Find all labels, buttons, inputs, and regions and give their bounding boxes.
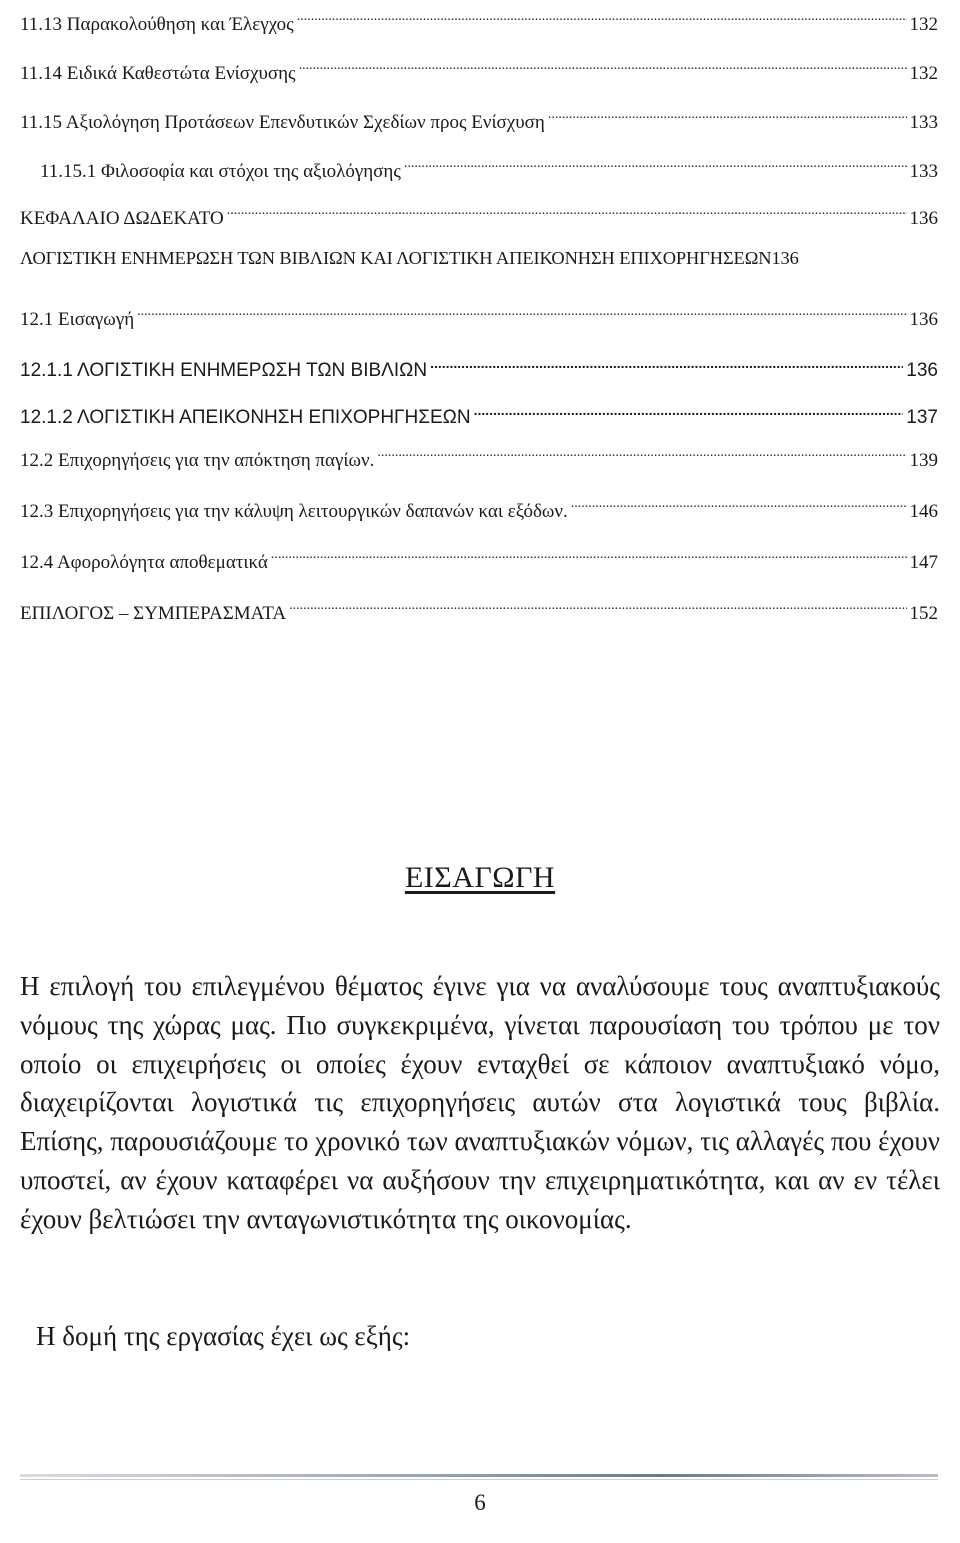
- toc-leader-dots: [548, 98, 907, 128]
- page-number: 6: [474, 1490, 486, 1515]
- toc-entry-title: 12.1.1 ΛΟΓΙΣΤΙΚΗ ΕΝΗΜΕΡΩΣΗ ΤΩΝ ΒΙΒΛΙΩΝ: [20, 360, 428, 381]
- toc-entry[interactable]: [20, 194, 938, 229]
- toc-leader-dots: [474, 393, 904, 423]
- toc-entry[interactable]: [40, 147, 938, 182]
- toc-entry[interactable]: [20, 243, 938, 273]
- toc-leader-dots: [404, 147, 907, 177]
- structure-intro-line: Η δομή της εργασίας έχει ως εξής:: [36, 1321, 411, 1351]
- intro-paragraph: Η επιλογή του επιλεγμένου θέματος έγινε για να αναλύσουμε τους αναπτυξιακούς νόμους της χώρας μας. Πιο συγκεκριμένα, γίνεται παρουσίαση του τρόπου με τον οποίο οι επιχειρήσεις οι οποίες έχουν ενταχθεί σε κάποιον αναπτυξιακό νόμο, διαχειρίζονται λογιστικά τις επιχορηγήσεις αυτών στα λογιστικά τους βιβλία. Επίσης, παρουσιάζουμε το χρονικό των αναπτυξιακών νόμων, τις αλλαγές που έχουν υποστεί, αν έχουν καταφέρει να αυξήσουν την επιχειρηματικότητα, και αν εν τέλει έχουν βελτιώσει την ανταγωνιστικότητα της οικονομίας.: [20, 971, 940, 1234]
- toc-entry-page: 132: [909, 63, 938, 84]
- toc-entry[interactable]: [20, 393, 938, 428]
- toc-entry-page: 132: [909, 14, 938, 35]
- toc-entry-page: 136: [909, 309, 938, 330]
- toc-entry[interactable]: [20, 295, 938, 330]
- toc-entry-title: 12.4 Αφορολόγητα αποθεματικά: [20, 552, 268, 573]
- toc-entry-page: 136: [906, 360, 938, 381]
- toc-entry-title: 11.14 Ειδικά Καθεστώτα Ενίσχυσης: [20, 63, 296, 84]
- toc-entry[interactable]: [20, 487, 938, 522]
- toc-leader-dots: [289, 589, 906, 619]
- toc-entry-title: 11.13 Παρακολούθηση και Έλεγχος: [20, 14, 294, 35]
- toc-entry-title: ΚΕΦΑΛΑΙΟ ΔΩΔΕΚΑΤΟ: [20, 208, 224, 229]
- toc-entry[interactable]: [20, 436, 938, 471]
- toc-entry-page: 152: [909, 603, 938, 624]
- toc-entry-page: 147: [909, 552, 938, 573]
- toc-entry-page: 133: [909, 112, 938, 133]
- toc-entry-title: 11.15 Αξιολόγηση Προτάσεων Επενδυτικών Σχεδίων προς Ενίσχυση: [20, 112, 545, 133]
- toc-entry-title: ΕΠΙΛΟΓΟΣ – ΣΥΜΠΕΡΑΣΜΑΤΑ: [20, 603, 287, 624]
- toc-entry[interactable]: [20, 98, 938, 133]
- toc-entry[interactable]: [20, 0, 938, 35]
- toc-entry-page: 139: [909, 450, 938, 471]
- toc-entry-title: 12.1.2 ΛΟΓΙΣΤΙΚΗ ΑΠΕΙΚΟΝΗΣΗ ΕΠΙΧΟΡΗΓΗΣΕΩΝ: [20, 407, 471, 428]
- toc-leader-dots: [271, 538, 907, 568]
- toc-entry-page: 136: [909, 208, 938, 229]
- toc-entry-page: 133: [909, 161, 938, 182]
- toc-leader-dots: [227, 194, 907, 224]
- toc-entry[interactable]: [20, 538, 938, 573]
- toc-leader-dots: [299, 49, 907, 79]
- toc-entry-title: 12.2 Επιχορηγήσεις για την απόκτηση παγίων.: [20, 450, 375, 471]
- toc-entry-title: 12.1 Εισαγωγή: [20, 309, 135, 330]
- toc-leader-dots: [297, 0, 907, 30]
- toc-entry-page: 137: [906, 407, 938, 428]
- toc-entry[interactable]: [20, 589, 938, 624]
- toc-entry-title: 12.3 Επιχορηγήσεις για την κάλυψη λειτουργικών δαπανών και εξόδων.: [20, 501, 568, 522]
- toc-leader-dots: [571, 487, 907, 517]
- footer-divider: [20, 1474, 938, 1477]
- section-heading: ΕΙΣΑΓΩΓΗ: [404, 861, 556, 894]
- toc-entry-title: ΛΟΓΙΣΤΙΚΗ ΕΝΗΜΕΡΩΣΗ ΤΩΝ ΒΙΒΛΙΩΝ ΚΑΙ ΛΟΓΙΣΤΙΚΗ ΑΠΕΙΚΟΝΗΣΗ ΕΠΙΧΟΡΗΓΗΣΕΩΝ: [20, 248, 772, 268]
- toc-entry[interactable]: [20, 49, 938, 84]
- toc-entry-title: 11.15.1 Φιλοσοφία και στόχοι της αξιολόγησης: [40, 161, 401, 182]
- footer-divider-thin: [20, 1479, 938, 1480]
- toc-leader-dots: [377, 436, 906, 466]
- toc-leader-dots: [430, 346, 903, 376]
- toc-entry-page: 136: [771, 248, 799, 268]
- toc-entry-page: 146: [909, 501, 938, 522]
- toc-entry[interactable]: [20, 346, 938, 381]
- toc-leader-dots: [137, 295, 906, 325]
